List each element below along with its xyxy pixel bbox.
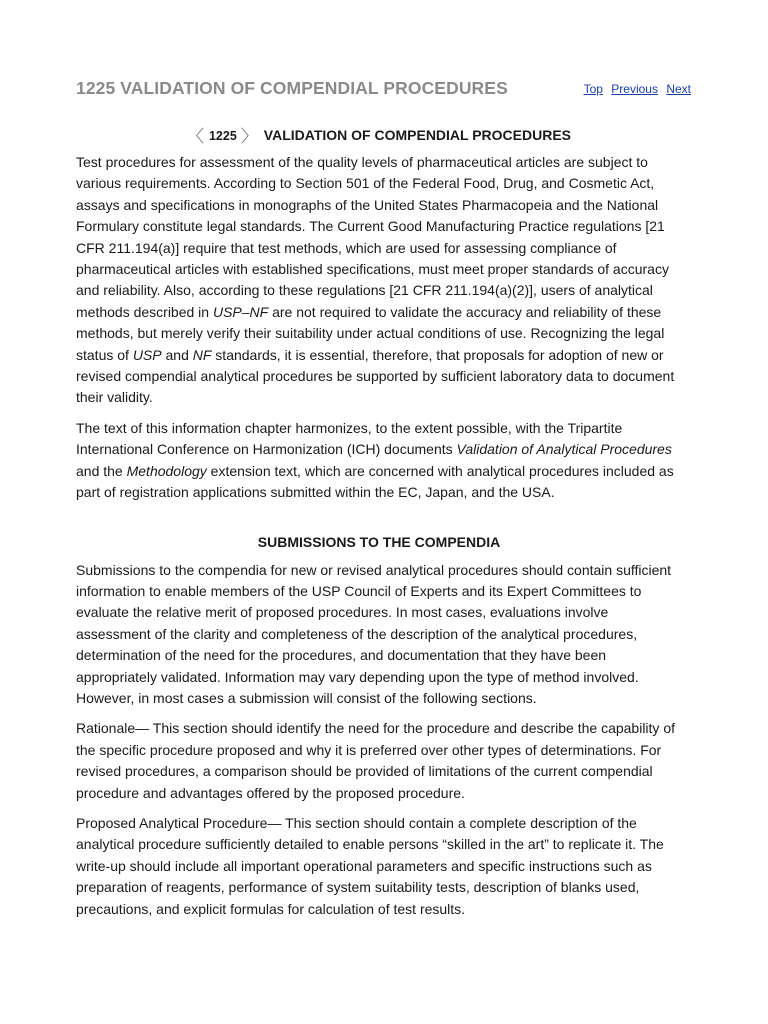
previous-link[interactable]: Previous: [611, 82, 658, 96]
section-heading: SUBMISSIONS TO THE COMPENDIA: [257, 533, 501, 550]
close-angle-bracket: 〉: [240, 127, 258, 146]
next-link[interactable]: Next: [666, 82, 691, 96]
text-run: extension text, which are concerned with analytical procedures included as part of registration applications submitted within the EC, Japan, and the USA.: [76, 462, 674, 501]
navigation-links: [579, 82, 691, 96]
harmonization-paragraph: [76, 418, 682, 504]
chapter-number: 1225: [208, 129, 237, 143]
italic-text: NF: [192, 346, 212, 363]
italic-text: Validation of Analytical Procedures: [456, 441, 672, 458]
text-run: are not required to validate the accuracy and reliability of these methods, but merely verify their suitability under actual conditions of use. Recognizing the legal status of: [76, 303, 665, 363]
text-run: standards, it is essential, therefore, that proposals for adoption of new or revised compendial analytical procedures be supported by sufficient laboratory data to document their validity.: [76, 346, 675, 406]
top-link[interactable]: Top: [583, 82, 603, 96]
text-run: Test procedures for assessment of the quality levels of pharmaceutical articles are subject to various requirements. According to Section 501 of the Federal Food, Drug, and Cosmetic Act, assays and specifications in monographs of the United States Pharmacopeia and the National Formulary constitute legal standards. The Current Good Manufacturing Practice regulations [21 CFR 211.194(a)] require that test methods, which are used for assessing compliance of pharmaceutical articles with established specifications, must meet proper standards of accuracy and reliability. Also, according to these regulations [21 CFR 211.194(a)(2)], users of analytical methods described in: [76, 154, 669, 320]
italic-text: USP–NF: [212, 303, 269, 320]
document-title: 1225 VALIDATION OF COMPENDIAL PROCEDURES: [76, 78, 508, 98]
chapter-title: VALIDATION OF COMPENDIAL PROCEDURES: [263, 127, 572, 143]
intro-paragraph: [76, 152, 682, 409]
text-run: The text of this information chapter harmonizes, to the extent possible, with the Tripartite International Conference on Harmonization (ICH) documents: [76, 419, 623, 458]
open-angle-bracket: 〈: [186, 127, 204, 146]
text-run: and the: [76, 462, 127, 479]
submissions-paragraph: Submissions to the compendia for new or revised analytical procedures should contain sufficient information to enable members of the USP Council of Experts and its Expert Committees to evaluate the relative merit of proposed procedures. In most cases, evaluations involve assessment of the clarity and completeness of the description of the analytical procedures, determination of the need for the procedures, and documentation that they have been appropriately validated. Information may vary depending upon the type of method involved. However, in most cases a submission will consist of the following sections.: [76, 561, 672, 706]
proposed-procedure-paragraph: Proposed Analytical Procedure— This section should contain a complete description of the analytical procedure sufficiently detailed to enable persons “skilled in the art” to replicate it. The write-up should include all important operational parameters and specific instructions such as preparation of reagents, performance of system suitability tests, description of blanks used, precautions, and explicit formulas for calculation of test results.: [76, 814, 664, 917]
header-row: [76, 78, 691, 104]
italic-text: USP: [132, 346, 162, 363]
text-run: and: [161, 346, 193, 363]
italic-text: Methodology: [126, 462, 207, 479]
rationale-paragraph: Rationale— This section should identify the need for the procedure and describe the capability of the specific procedure proposed and why it is preferred over other types of determinations. For revised procedures, a comparison should be provided of limitations of the current compendial procedure and advantages offered by the proposed procedure.: [76, 720, 675, 801]
document-page: [76, 78, 691, 920]
chapter-heading: [76, 122, 682, 144]
